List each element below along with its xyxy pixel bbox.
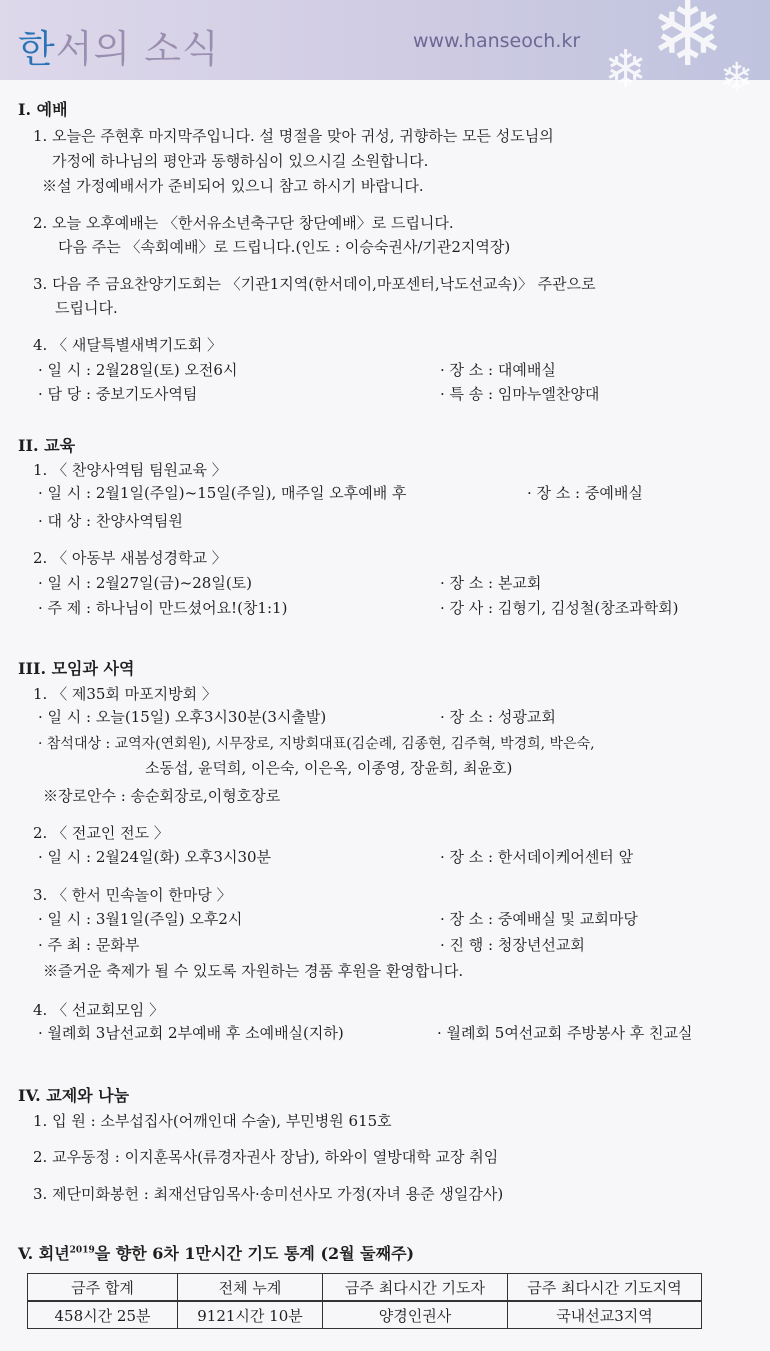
title-rest: 서의 소식 <box>55 27 220 71</box>
edu-item-1-target: · 대 상 : 찬양사역팀원 <box>38 512 183 530</box>
worship-item-2: 2. 오늘 오후예배는 〈한서유소년축구단 창단예배〉로 드립니다. <box>33 214 454 232</box>
fellowship-item-2: 2. 교우동정 : 이지훈목사(류경자권사 장남), 하와이 열방대학 교장 취임 <box>33 1148 499 1166</box>
edu-item-2-place: · 장 소 : 본교회 <box>440 574 542 592</box>
snowflake-decoration-icon: ❄ ❄ ❄ <box>604 0 754 101</box>
section-title-worship: I. 예배 <box>18 100 68 119</box>
dawn-prayer-place: · 장 소 : 대예배실 <box>440 361 556 379</box>
meeting-item-1-attendees: · 참석대상 : 교역자(연회원), 시무장로, 지방회대표(김순례, 김종현, 김주혁, 박경희, 박은숙, <box>38 736 595 752</box>
table-header-row <box>28 1274 702 1302</box>
fellowship-item-3: 3. 제단미화봉헌 : 최재선담임목사·송미선사모 가정(자녀 용준 생일감사) <box>33 1185 504 1203</box>
meeting-item-1-place: · 장 소 : 성광교회 <box>440 708 556 726</box>
table-row <box>28 1301 702 1329</box>
worship-item-1-cont: 가정에 하나님의 평안과 동행하심이 있으시길 소원합니다. <box>52 152 429 170</box>
table-cell: 9121시간 10분 <box>178 1301 323 1329</box>
section-title-fellowship: IV. 교제와 나눔 <box>18 1086 130 1105</box>
meeting-item-1: 1. 〈 제35회 마포지방회 〉 <box>33 685 217 703</box>
table-cell: 양경인권사 <box>323 1301 508 1329</box>
meeting-item-3-note: ※즐거운 축제가 될 수 있도록 자원하는 경품 후원을 환영합니다. <box>43 962 464 980</box>
meeting-item-2-date: · 일 시 : 2월24일(화) 오후3시30분 <box>38 848 272 866</box>
edu-item-2-date: · 일 시 : 2월27일(금)~28일(토) <box>38 574 253 592</box>
meeting-item-2: 2. 〈 전교인 전도 〉 <box>33 824 169 842</box>
section-title-prayer-stats <box>18 1241 414 1264</box>
stats-title-year: 2019 <box>69 1245 95 1256</box>
table-cell: 국내선교3지역 <box>508 1301 702 1329</box>
prayer-stats-table <box>27 1273 702 1329</box>
table-header-cell: 금주 합계 <box>28 1274 178 1302</box>
fellowship-item-1: 1. 입 원 : 소부섭집사(어깨인대 수술), 부민병원 615호 <box>33 1112 392 1130</box>
meeting-item-2-place: · 장 소 : 한서데이케어센터 앞 <box>440 848 634 866</box>
meeting-item-3-organizer: · 진 행 : 청장년선교회 <box>440 936 585 954</box>
newsletter-title <box>18 18 220 73</box>
meeting-item-1-attendees-cont: 소동섭, 윤덕희, 이은숙, 이은옥, 이종영, 장윤희, 최윤호) <box>145 759 513 777</box>
meeting-item-4: 4. 〈 선교회모임 〉 <box>33 1001 165 1019</box>
worship-note: ※설 가정예배서가 준비되어 있으니 참고 하시기 바랍니다. <box>42 177 424 195</box>
stats-title-post: 을 향한 6차 1만시간 기도 통계 (2월 둘째주) <box>94 1244 415 1263</box>
worship-item-2-cont: 다음 주는 〈속회예배〉로 드립니다.(인도 : 이승숙권사/기관2지역장) <box>58 238 511 256</box>
title-accent: 한 <box>18 27 56 71</box>
worship-item-3: 3. 다음 주 금요찬양기도회는 〈기관1지역(한서데이,마포센터,낙도선교속)〉 주관으로 <box>33 275 596 293</box>
edu-item-1-date: · 일 시 : 2월1일(주일)~15일(주일), 매주일 오후예배 후 <box>38 484 407 502</box>
website-url: www.hanseoch.kr <box>413 30 581 52</box>
table-header-cell: 금주 최다시간 기도지역 <box>508 1274 702 1302</box>
worship-item-3-cont: 드립니다. <box>55 299 118 317</box>
stats-title-pre: V. 회년 <box>18 1244 70 1263</box>
section-title-education: II. 교육 <box>18 436 76 455</box>
dawn-prayer-host: · 담 당 : 중보기도사역팀 <box>38 385 198 403</box>
meeting-item-4-women: · 월례회 5여선교회 주방봉사 후 친교실 <box>437 1024 693 1042</box>
dawn-prayer-date: · 일 시 : 2월28일(토) 오전6시 <box>38 361 238 379</box>
worship-item-1: 1. 오늘은 주현후 마지막주입니다. 설 명절을 맞아 귀성, 귀향하는 모든 성도님의 <box>33 127 554 145</box>
meeting-item-3-place: · 장 소 : 중예배실 및 교회마당 <box>440 910 638 928</box>
meeting-item-3-date: · 일 시 : 3월1일(주일) 오후2시 <box>38 910 243 928</box>
section-title-meetings: III. 모임과 사역 <box>18 659 135 678</box>
edu-item-2: 2. 〈 아동부 새봄성경학교 〉 <box>33 549 227 567</box>
table-cell: 458시간 25분 <box>28 1301 178 1329</box>
table-header-cell: 금주 최다시간 기도자 <box>323 1274 508 1302</box>
edu-item-1-place: · 장 소 : 중예배실 <box>527 484 643 502</box>
edu-item-1: 1. 〈 찬양사역팀 팀원교육 〉 <box>33 461 227 479</box>
edu-item-2-speaker: · 강 사 : 김형기, 김성철(창조과학회) <box>440 599 679 617</box>
meeting-item-1-date: · 일 시 : 오늘(15일) 오후3시30분(3시출발) <box>38 708 327 726</box>
edu-item-2-theme: · 주 제 : 하나님이 만드셨어요!(창1:1) <box>38 599 288 617</box>
meeting-item-1-ordination: ※장로안수 : 송순회장로,이형호장로 <box>43 787 281 805</box>
meeting-item-4-men: · 월례회 3남선교회 2부예배 후 소예배실(지하) <box>38 1024 344 1042</box>
worship-item-4: 4. 〈 새달특별새벽기도회 〉 <box>33 336 223 354</box>
meeting-item-3-host: · 주 최 : 문화부 <box>38 936 140 954</box>
table-header-cell: 전체 누계 <box>178 1274 323 1302</box>
meeting-item-3: 3. 〈 한서 민속놀이 한마당 〉 <box>33 886 232 904</box>
dawn-prayer-special: · 특 송 : 임마누엘찬양대 <box>440 385 600 403</box>
